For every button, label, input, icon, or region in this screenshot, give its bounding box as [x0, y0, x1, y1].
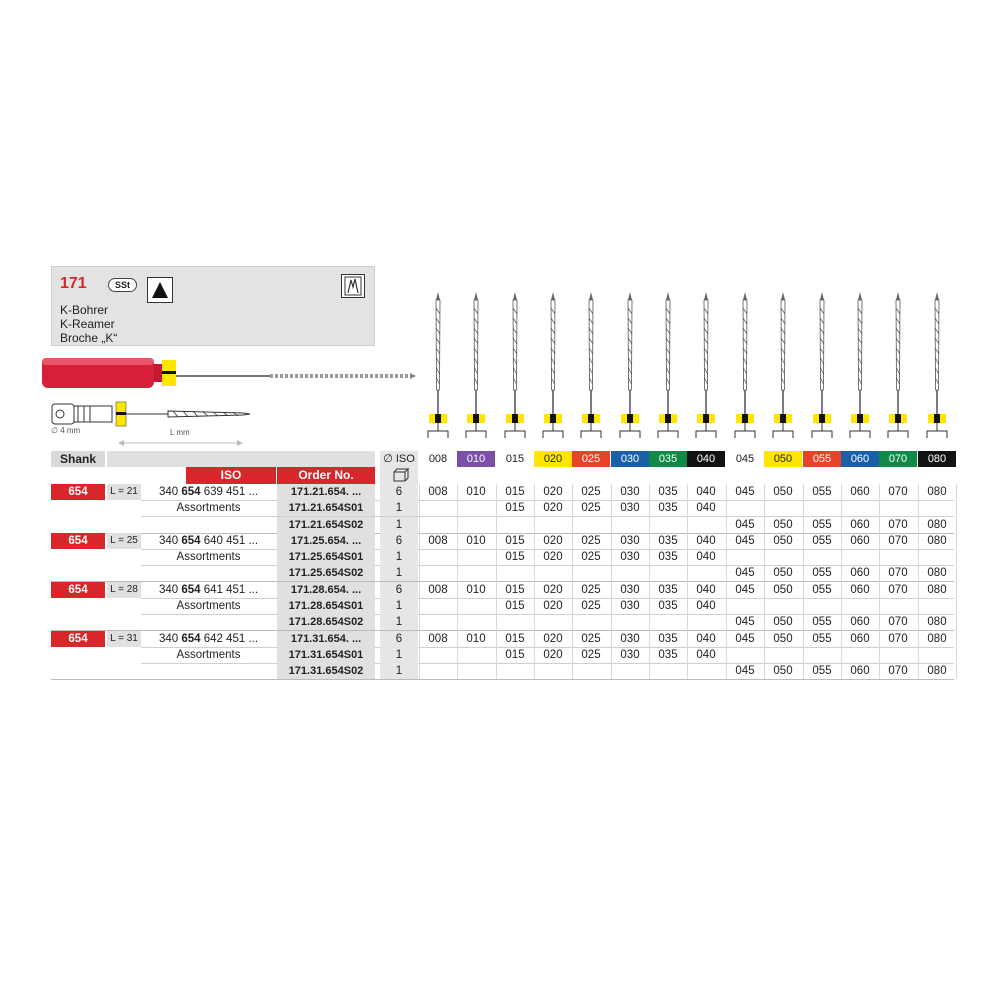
- size-cell: 030: [620, 584, 640, 596]
- triangle-icon: [147, 277, 173, 303]
- product-name-de: K-Bohrer: [60, 303, 109, 317]
- table-row: [0, 614, 1000, 630]
- size-cell: 020: [543, 535, 563, 547]
- product-name-en: K-Reamer: [60, 317, 115, 331]
- size-cell: 050: [773, 616, 793, 628]
- order-number: 171.31.654. ...: [277, 631, 375, 647]
- size-cell: [611, 663, 649, 679]
- size-cell: [457, 647, 495, 663]
- size-header-8: 045: [735, 453, 755, 465]
- size-cell: 055: [812, 519, 832, 531]
- size-cell: 080: [927, 535, 947, 547]
- size-cell: 025: [581, 633, 601, 645]
- pack-quantity: 6: [380, 582, 418, 598]
- file-illustration-2: [503, 290, 527, 445]
- size-cell: [764, 647, 802, 663]
- size-cell: 020: [543, 486, 563, 498]
- iso-text: [141, 565, 276, 581]
- pack-quantity: 1: [380, 647, 418, 663]
- size-cell: 010: [466, 633, 486, 645]
- size-cell: 025: [581, 551, 601, 563]
- shank-code: 654: [51, 631, 105, 647]
- size-cell: 040: [696, 535, 716, 547]
- size-cell: [918, 500, 956, 516]
- size-cell: 060: [850, 633, 870, 645]
- product-header: [51, 266, 375, 346]
- size-cell: [803, 500, 841, 516]
- size-cell: 008: [428, 584, 448, 596]
- size-cell: [841, 598, 879, 614]
- size-cell: 025: [581, 535, 601, 547]
- table-row: [0, 663, 1000, 679]
- size-cell: [726, 647, 764, 663]
- size-cell: 080: [927, 616, 947, 628]
- size-cell: 060: [850, 665, 870, 677]
- size-cell: [534, 663, 572, 679]
- size-cell: [841, 647, 879, 663]
- file-illustration-8: [733, 290, 757, 445]
- size-cell: [687, 614, 725, 630]
- size-cell: [419, 517, 457, 533]
- size-cell: 035: [658, 649, 678, 661]
- table-row: [0, 533, 1000, 549]
- size-cell: 060: [850, 535, 870, 547]
- size-cell: [572, 663, 610, 679]
- size-cell: [457, 598, 495, 614]
- size-cell: 035: [658, 551, 678, 563]
- order-no-header: Order No.: [277, 467, 375, 484]
- size-header-11: 060: [841, 451, 879, 467]
- size-cell: 025: [581, 649, 601, 661]
- table-row: [0, 500, 1000, 516]
- size-header-0: 008: [428, 453, 448, 465]
- size-cell: [687, 663, 725, 679]
- size-cell: 070: [888, 519, 908, 531]
- size-cell: 050: [773, 633, 793, 645]
- file-illustration-1: [464, 290, 488, 445]
- size-cell: 040: [696, 649, 716, 661]
- column-divider: [879, 484, 880, 679]
- order-number: 171.21.654S02: [277, 517, 375, 533]
- size-cell: 030: [620, 600, 640, 612]
- size-cell: [764, 500, 802, 516]
- order-number: 171.25.654S01: [277, 549, 375, 565]
- size-cell: 030: [620, 649, 640, 661]
- size-cell: [726, 549, 764, 565]
- size-cell: [803, 647, 841, 663]
- size-cell: 050: [773, 535, 793, 547]
- size-cell: 055: [812, 616, 832, 628]
- row-divider: [51, 679, 954, 680]
- column-divider: [496, 484, 497, 679]
- size-cell: 040: [696, 486, 716, 498]
- size-cell: 045: [735, 535, 755, 547]
- length-code: L = 21: [107, 484, 141, 500]
- header-band: [107, 451, 375, 467]
- size-cell: 045: [735, 584, 755, 596]
- shank-code: 654: [51, 533, 105, 549]
- size-cell: [841, 500, 879, 516]
- file-illustration-6: [656, 290, 680, 445]
- file-illustration-12: [886, 290, 910, 445]
- size-cell: 045: [735, 486, 755, 498]
- size-cell: 055: [812, 486, 832, 498]
- iso-shank: 654: [181, 535, 201, 547]
- size-cell: [726, 598, 764, 614]
- size-cell: 025: [581, 502, 601, 514]
- size-cell: 080: [927, 584, 947, 596]
- column-divider: [956, 484, 957, 679]
- size-header-9: 050: [764, 451, 802, 467]
- pack-quantity: 6: [380, 533, 418, 549]
- size-cell: 050: [773, 665, 793, 677]
- package-icon: [380, 467, 418, 484]
- file-illustration-13: [925, 290, 949, 445]
- pack-quantity: 1: [380, 565, 418, 581]
- size-cell: [611, 614, 649, 630]
- column-divider: [764, 484, 765, 679]
- pack-quantity: 6: [380, 631, 418, 647]
- iso-prefix: 340: [158, 486, 182, 498]
- file-illustration-9: [771, 290, 795, 445]
- iso-shank: 654: [181, 486, 201, 498]
- size-cell: [572, 565, 610, 581]
- column-divider: [841, 484, 842, 679]
- table-row: [0, 598, 1000, 614]
- size-cell: 020: [543, 633, 563, 645]
- size-cell: [534, 565, 572, 581]
- length-code: L = 31: [107, 631, 141, 647]
- size-cell: 060: [850, 616, 870, 628]
- size-cell: 050: [773, 486, 793, 498]
- size-cell: [419, 614, 457, 630]
- size-cell: 025: [581, 486, 601, 498]
- material-badge: SSt: [108, 278, 137, 292]
- table-row: [0, 582, 1000, 598]
- size-cell: 015: [505, 600, 525, 612]
- size-cell: 060: [850, 519, 870, 531]
- size-cell: 080: [927, 486, 947, 498]
- size-cell: 020: [543, 600, 563, 612]
- iso-text: Assortments: [176, 551, 241, 563]
- size-cell: [419, 663, 457, 679]
- size-cell: 045: [735, 665, 755, 677]
- size-cell: [457, 565, 495, 581]
- column-divider: [457, 484, 458, 679]
- iso-number: [141, 533, 276, 549]
- iso-shank: 654: [181, 584, 201, 596]
- size-cell: 040: [696, 600, 716, 612]
- size-cell: [687, 565, 725, 581]
- size-cell: [457, 663, 495, 679]
- order-number: 171.28.654S02: [277, 614, 375, 630]
- size-cell: [764, 549, 802, 565]
- product-number: 171: [60, 275, 87, 292]
- iso-prefix: 340: [158, 535, 182, 547]
- size-cell: 070: [888, 633, 908, 645]
- size-cell: [803, 598, 841, 614]
- size-cell: 070: [888, 535, 908, 547]
- size-cell: 010: [466, 486, 486, 498]
- iso-prefix: 340: [158, 633, 182, 645]
- size-header-2: 015: [505, 453, 525, 465]
- size-cell: [419, 598, 457, 614]
- iso-text: [141, 614, 276, 630]
- length-arrow: [118, 433, 243, 451]
- size-cell: 030: [620, 633, 640, 645]
- size-cell: 008: [428, 486, 448, 498]
- size-cell: 035: [658, 486, 678, 498]
- size-header-6: 035: [649, 451, 687, 467]
- iso-prefix: 340: [158, 584, 182, 596]
- length-label: L mm: [170, 428, 190, 437]
- size-header-10: 055: [803, 451, 841, 467]
- size-cell: [534, 517, 572, 533]
- size-cell: [457, 500, 495, 516]
- size-cell: [419, 647, 457, 663]
- column-divider: [803, 484, 804, 679]
- order-number: 171.21.654. ...: [277, 484, 375, 500]
- iso-text: Assortments: [176, 600, 241, 612]
- hand-use-icon: [341, 274, 365, 298]
- table-row: [0, 484, 1000, 500]
- size-cell: 030: [620, 551, 640, 563]
- size-cell: 040: [696, 584, 716, 596]
- size-header-12: 070: [879, 451, 917, 467]
- size-cell: [419, 500, 457, 516]
- size-cell: 045: [735, 633, 755, 645]
- pack-quantity: 1: [380, 549, 418, 565]
- size-cell: [496, 517, 534, 533]
- size-header-4: 025: [572, 451, 610, 467]
- size-cell: 035: [658, 535, 678, 547]
- size-cell: 040: [696, 633, 716, 645]
- size-header-13: 080: [918, 451, 956, 467]
- order-number: 171.28.654S01: [277, 598, 375, 614]
- iso-text: Assortments: [176, 649, 241, 661]
- iso-suffix: 642 451 ...: [200, 633, 259, 645]
- size-cell: 020: [543, 584, 563, 596]
- size-cell: [496, 663, 534, 679]
- size-cell: 035: [658, 633, 678, 645]
- table-row: [0, 517, 1000, 533]
- iso-diameter-header: ∅ ISO: [380, 451, 418, 467]
- size-cell: 025: [581, 584, 601, 596]
- size-cell: 015: [505, 649, 525, 661]
- size-cell: 015: [505, 535, 525, 547]
- size-cell: 020: [543, 502, 563, 514]
- size-cell: [457, 549, 495, 565]
- size-cell: 070: [888, 584, 908, 596]
- iso-number: [141, 582, 276, 598]
- column-divider: [419, 484, 420, 679]
- size-cell: [726, 500, 764, 516]
- size-header-5: 030: [611, 451, 649, 467]
- pack-quantity: 1: [380, 598, 418, 614]
- size-cell: 015: [505, 584, 525, 596]
- order-number: 171.21.654S01: [277, 500, 375, 516]
- column-divider: [918, 484, 919, 679]
- size-cell: 060: [850, 584, 870, 596]
- size-cell: 045: [735, 519, 755, 531]
- size-cell: 015: [505, 551, 525, 563]
- size-cell: [457, 614, 495, 630]
- shank-header: Shank: [51, 451, 105, 467]
- size-cell: 045: [735, 616, 755, 628]
- column-divider: [687, 484, 688, 679]
- size-cell: [879, 500, 917, 516]
- size-cell: 035: [658, 502, 678, 514]
- order-number: 171.28.654. ...: [277, 582, 375, 598]
- size-cell: 045: [735, 567, 755, 579]
- size-cell: [611, 565, 649, 581]
- file-illustration-3: [541, 290, 565, 445]
- size-cell: [841, 549, 879, 565]
- pack-quantity: 1: [380, 614, 418, 630]
- size-cell: [496, 614, 534, 630]
- size-cell: 040: [696, 551, 716, 563]
- pack-quantity: 6: [380, 484, 418, 500]
- size-cell: [764, 598, 802, 614]
- file-illustration-5: [618, 290, 642, 445]
- iso-suffix: 639 451 ...: [200, 486, 259, 498]
- shank-code: 654: [51, 582, 105, 598]
- pack-quantity: 1: [380, 517, 418, 533]
- shank-code: 654: [51, 484, 105, 500]
- iso-header: ISO: [186, 467, 276, 484]
- size-cell: 025: [581, 600, 601, 612]
- iso-suffix: 641 451 ...: [200, 584, 259, 596]
- size-cell: [419, 565, 457, 581]
- iso-number: [141, 484, 276, 500]
- file-illustration-11: [848, 290, 872, 445]
- size-cell: 050: [773, 584, 793, 596]
- size-cell: [918, 549, 956, 565]
- size-cell: [649, 614, 687, 630]
- size-cell: 040: [696, 502, 716, 514]
- size-cell: 020: [543, 649, 563, 661]
- length-code: L = 25: [107, 533, 141, 549]
- size-cell: [649, 663, 687, 679]
- size-cell: [918, 598, 956, 614]
- size-header-3: 020: [534, 451, 572, 467]
- size-cell: [534, 614, 572, 630]
- file-illustration-0: [426, 290, 450, 445]
- product-name-fr: Broche „K“: [60, 331, 118, 345]
- size-cell: [572, 517, 610, 533]
- size-cell: 015: [505, 486, 525, 498]
- iso-text: [141, 663, 276, 679]
- size-cell: [457, 517, 495, 533]
- size-cell: 030: [620, 535, 640, 547]
- pack-quantity: 1: [380, 663, 418, 679]
- column-divider: [726, 484, 727, 679]
- size-cell: 015: [505, 633, 525, 645]
- size-cell: [572, 614, 610, 630]
- size-cell: [879, 598, 917, 614]
- column-divider: [572, 484, 573, 679]
- k-reamer-illustration: [38, 350, 418, 400]
- size-cell: 030: [620, 486, 640, 498]
- column-divider: [534, 484, 535, 679]
- size-cell: 080: [927, 633, 947, 645]
- size-cell: 060: [850, 567, 870, 579]
- order-number: 171.31.654S02: [277, 663, 375, 679]
- size-cell: 035: [658, 600, 678, 612]
- size-cell: 010: [466, 584, 486, 596]
- size-cell: [879, 647, 917, 663]
- iso-text: Assortments: [176, 502, 241, 514]
- file-illustration-7: [694, 290, 718, 445]
- size-cell: 010: [466, 535, 486, 547]
- size-cell: [496, 565, 534, 581]
- size-cell: [611, 517, 649, 533]
- table-row: [0, 631, 1000, 647]
- size-cell: 055: [812, 633, 832, 645]
- size-cell: 015: [505, 502, 525, 514]
- size-cell: 050: [773, 519, 793, 531]
- size-cell: [918, 647, 956, 663]
- size-cell: 035: [658, 584, 678, 596]
- length-code: L = 28: [107, 582, 141, 598]
- size-cell: 050: [773, 567, 793, 579]
- size-cell: [649, 565, 687, 581]
- size-cell: 008: [428, 633, 448, 645]
- file-illustration-4: [579, 290, 603, 445]
- size-cell: 060: [850, 486, 870, 498]
- size-cell: 080: [927, 665, 947, 677]
- size-cell: 070: [888, 616, 908, 628]
- size-cell: 008: [428, 535, 448, 547]
- size-cell: 080: [927, 567, 947, 579]
- diameter-label: ∅ 4 mm: [51, 426, 81, 435]
- column-divider: [611, 484, 612, 679]
- table-row: [0, 647, 1000, 663]
- order-number: 171.31.654S01: [277, 647, 375, 663]
- size-cell: 070: [888, 665, 908, 677]
- column-divider: [649, 484, 650, 679]
- size-header-7: 040: [687, 451, 725, 467]
- size-cell: [879, 549, 917, 565]
- iso-suffix: 640 451 ...: [200, 535, 259, 547]
- size-cell: 020: [543, 551, 563, 563]
- order-number: 171.25.654S02: [277, 565, 375, 581]
- size-cell: 070: [888, 486, 908, 498]
- size-cell: 070: [888, 567, 908, 579]
- size-cell: 055: [812, 665, 832, 677]
- size-cell: 080: [927, 519, 947, 531]
- size-header-1: 010: [457, 451, 495, 467]
- table-row: [0, 565, 1000, 581]
- iso-number: [141, 631, 276, 647]
- size-cell: [649, 517, 687, 533]
- table-row: [0, 549, 1000, 565]
- file-illustration-10: [810, 290, 834, 445]
- size-cell: [419, 549, 457, 565]
- size-cell: [687, 517, 725, 533]
- iso-text: [141, 517, 276, 533]
- iso-shank: 654: [181, 633, 201, 645]
- size-cell: 030: [620, 502, 640, 514]
- size-cell: [803, 549, 841, 565]
- size-cell: 055: [812, 567, 832, 579]
- pack-quantity: 1: [380, 500, 418, 516]
- size-cell: 055: [812, 584, 832, 596]
- order-number: 171.25.654. ...: [277, 533, 375, 549]
- size-cell: 055: [812, 535, 832, 547]
